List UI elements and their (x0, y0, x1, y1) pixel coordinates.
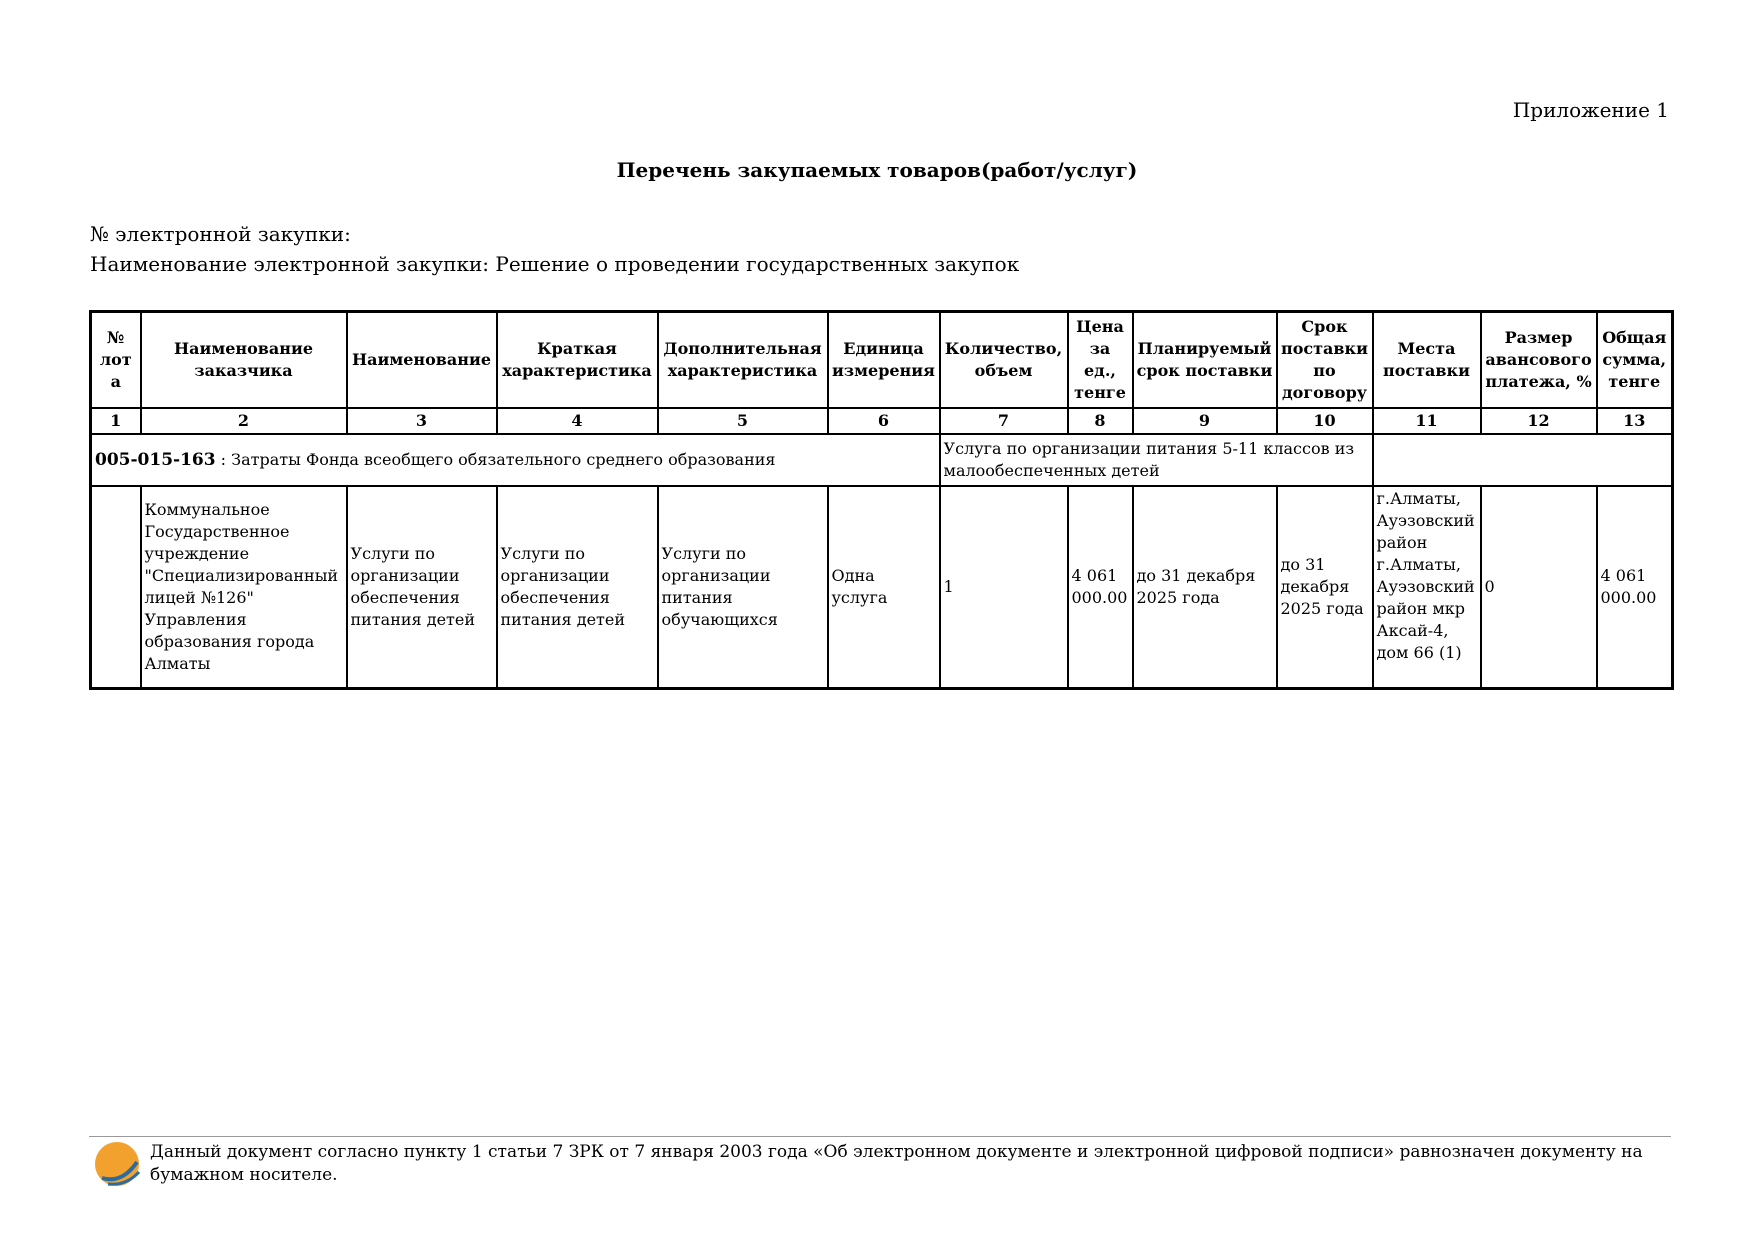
header-cell: Срок поставки по договору (1277, 312, 1373, 409)
lot-group-cell (91, 434, 940, 486)
column-number: 10 (1277, 408, 1373, 434)
header-cell: Единица измерения (828, 312, 940, 409)
price-cell: 4 061 000.00 (1068, 486, 1133, 689)
total-cell: 4 061 000.00 (1597, 486, 1673, 689)
header-cell: Общая сумма, тенге (1597, 312, 1673, 409)
procurement-number: № электронной закупки: (90, 222, 351, 246)
goods-table (89, 310, 1674, 690)
page-title: Перечень закупаемых товаров(работ/услуг) (616, 158, 1138, 182)
header-cell: Планируемый срок поставки (1133, 312, 1277, 409)
header-cell: Наименование заказчика (141, 312, 347, 409)
header-cell: Количество, объем (940, 312, 1068, 409)
short-description-cell: Услуги по организации обеспечения питания детей (497, 486, 658, 689)
column-number: 9 (1133, 408, 1277, 434)
lot-number-cell (91, 486, 141, 689)
column-number: 3 (347, 408, 497, 434)
appendix-label: Приложение 1 (1512, 98, 1669, 122)
procurement-name: Наименование электронной закупки: Решение о проведении государственных закупок (90, 252, 1020, 276)
header-cell: Размер авансового платежа, % (1481, 312, 1597, 409)
planned-date-cell: до 31 декабря 2025 года (1133, 486, 1277, 689)
seal-logo-icon (92, 1140, 142, 1190)
header-cell: Цена за ед., тенге (1068, 312, 1133, 409)
column-number: 11 (1373, 408, 1481, 434)
header-cell: Наименование (347, 312, 497, 409)
lot-code: 005-015-163 (95, 450, 216, 470)
seal-logo-svg (92, 1140, 142, 1190)
column-number: 13 (1597, 408, 1673, 434)
customer-cell: Коммунальное Государственное учреждение "Специализированный лицей №126" Управления образования города Алматы (141, 486, 347, 689)
table-row (91, 486, 1673, 689)
contract-date-cell: до 31 декабря 2025 года (1277, 486, 1373, 689)
header-cell: № лота (91, 312, 141, 409)
name-cell: Услуги по организации обеспечения питания детей (347, 486, 497, 689)
lot-trailing-cell (1373, 434, 1673, 486)
column-number: 4 (497, 408, 658, 434)
column-number: 5 (658, 408, 828, 434)
column-number: 1 (91, 408, 141, 434)
header-cell: Дополнительная характеристика (658, 312, 828, 409)
footer-divider (89, 1136, 1671, 1137)
footer-legal-text: Данный документ согласно пункту 1 статьи 7 ЗРК от 7 января 2003 года «Об электронном документе и электронной цифровой подписи» равнозначен документу на бумажном носителе. (150, 1142, 1643, 1185)
lot-service-cell: Услуга по организации питания 5-11 классов из малообеспеченных детей (940, 434, 1373, 486)
unit-cell: Одна услуга (828, 486, 940, 689)
column-number: 6 (828, 408, 940, 434)
delivery-place-cell: г.Алматы, Ауэзовский район г.Алматы, Ауэзовский район мкр Аксай-4, дом 66 (1) (1373, 486, 1481, 689)
lot-description: : Затраты Фонда всеобщего обязательного среднего образования (215, 450, 776, 469)
column-number-row (91, 408, 1673, 434)
column-number: 7 (940, 408, 1068, 434)
quantity-cell: 1 (940, 486, 1068, 689)
header-cell: Краткая характеристика (497, 312, 658, 409)
header-row (91, 312, 1673, 409)
advance-cell: 0 (1481, 486, 1597, 689)
column-number: 8 (1068, 408, 1133, 434)
extra-description-cell: Услуги по организации питания обучающихся (658, 486, 828, 689)
lot-group-row (91, 434, 1673, 486)
header-cell: Места поставки (1373, 312, 1481, 409)
column-number: 12 (1481, 408, 1597, 434)
column-number: 2 (141, 408, 347, 434)
